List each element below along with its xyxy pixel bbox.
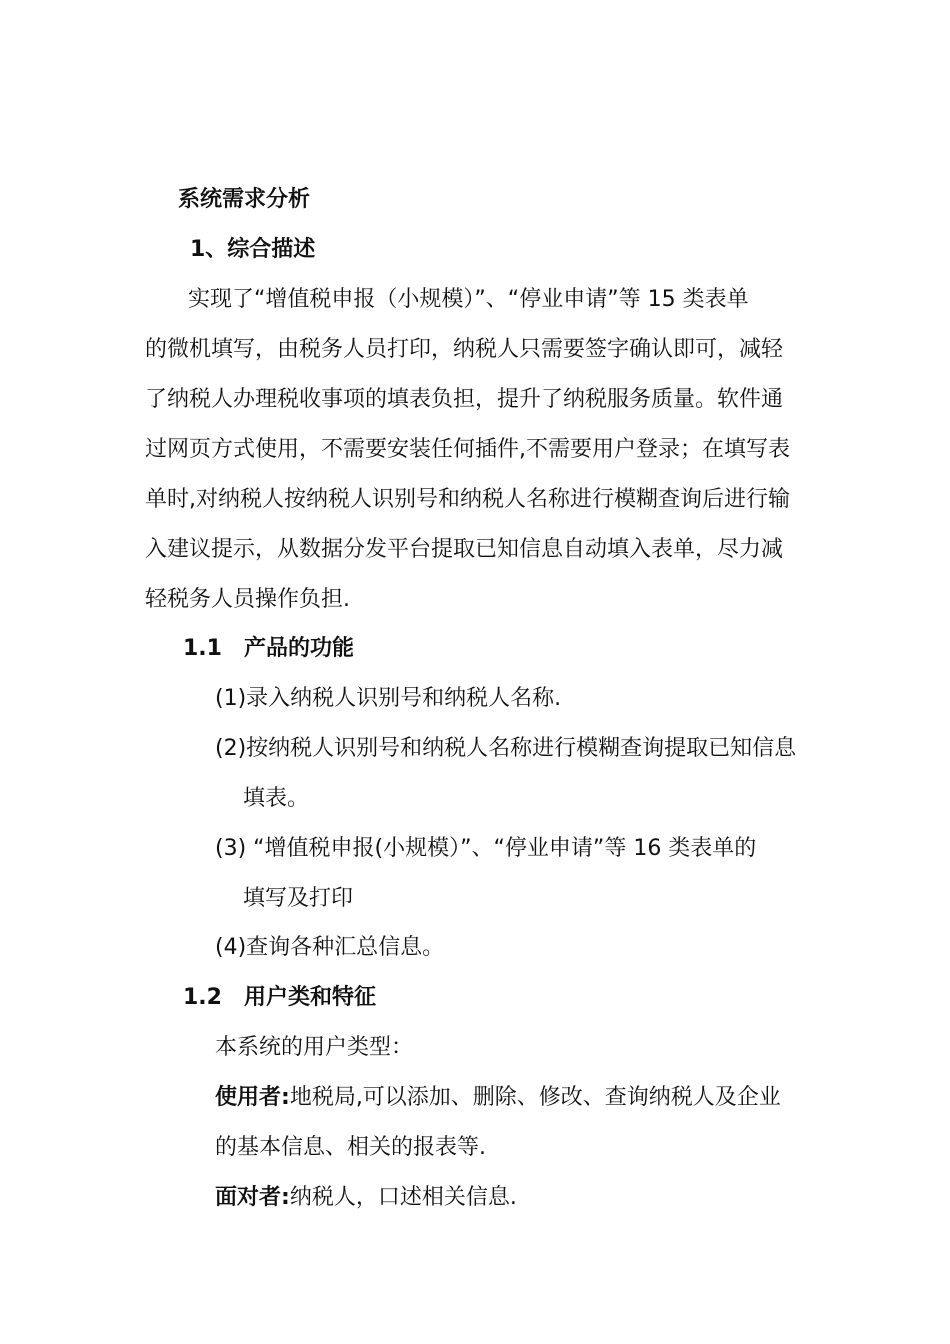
- section-title: 产品的功能: [244, 636, 355, 661]
- audience-text: 纳税人，口述相关信息.: [289, 1185, 517, 1210]
- section-1-1-heading: [183, 634, 354, 664]
- list-item: (4)查询各种汇总信息。: [215, 935, 445, 960]
- list-item-continuation: 填表。: [243, 786, 310, 811]
- audience-definition: [215, 1183, 517, 1213]
- section-1-heading: 1、综合描述: [190, 237, 316, 262]
- section-number: 1.1: [183, 636, 222, 661]
- user-definition-continuation: 的基本信息、相关的报表等.: [215, 1135, 486, 1160]
- section-1-2-heading: [183, 983, 376, 1013]
- user-label: 使用者:: [215, 1085, 290, 1110]
- paragraph-line: 了纳税人办理税收事项的填表负担，提升了纳税服务质量。软件通: [145, 387, 784, 412]
- document-title: 系统需求分析: [178, 187, 311, 212]
- paragraph-line: 单时,对纳税人按纳税人识别号和纳税人名称进行模糊查询后进行输: [145, 487, 790, 512]
- list-item: (3) “增值税申报(小规模）”、“停业申请”等 16 类表单的: [215, 836, 757, 861]
- user-definition: [215, 1083, 781, 1113]
- paragraph-line: 过网页方式使用，不需要安装任何插件,不需要用户登录；在填写表: [145, 437, 790, 462]
- list-item-continuation: 填写及打印: [243, 886, 354, 911]
- paragraph-line: 入建议提示，从数据分发平台提取已知信息自动填入表单，尽力减: [145, 537, 784, 562]
- list-item: (2)按纳税人识别号和纳税人名称进行模糊查询提取已知信息: [215, 736, 797, 761]
- paragraph-line: 轻税务人员操作负担.: [145, 587, 350, 612]
- list-item: (1)录入纳税人识别号和纳税人名称.: [215, 686, 562, 711]
- section-title: 用户类和特征: [244, 985, 377, 1010]
- section-number: 1.2: [183, 985, 222, 1010]
- user-types-intro: 本系统的用户类型：: [215, 1035, 414, 1060]
- user-text: 地税局,可以添加、删除、修改、查询纳税人及企业: [289, 1085, 781, 1110]
- paragraph-line: 的微机填写，由税务人员打印，纳税人只需要签字确认即可，减轻: [145, 337, 784, 362]
- paragraph-line: 实现了“增值税申报（小规模）”、“停业申请”等 15 类表单: [188, 287, 749, 312]
- audience-label: 面对者:: [215, 1185, 290, 1210]
